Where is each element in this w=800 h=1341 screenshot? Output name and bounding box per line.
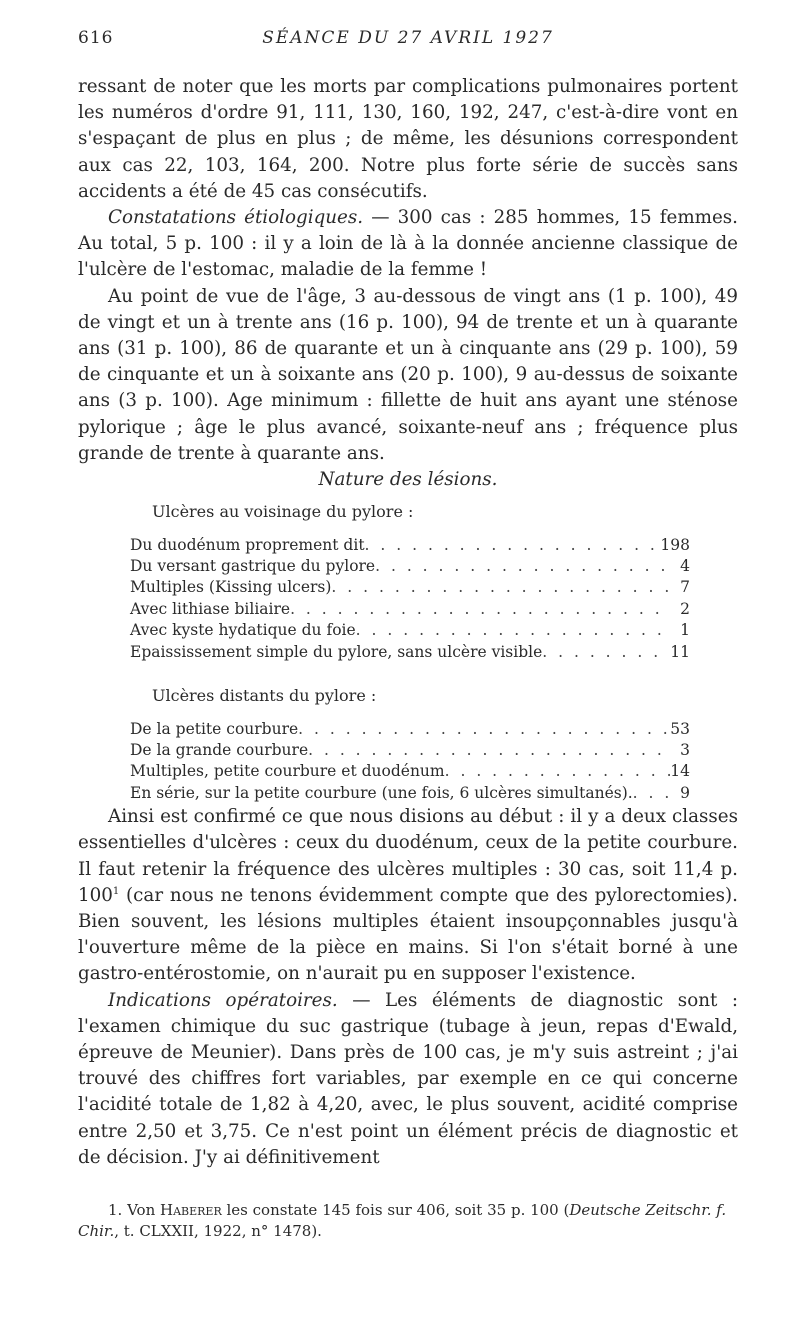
paragraph-conclusion [78, 804, 738, 987]
table-spacer [78, 663, 738, 685]
row-value: 7 [680, 578, 690, 597]
table-row [130, 556, 690, 577]
leader-dots [633, 783, 670, 804]
row-label: Epaississement simple du pylore, sans ulcère visible [130, 642, 543, 661]
row-value: 9 [680, 783, 690, 802]
row-value: 3 [680, 740, 690, 759]
row-label: De la grande courbure [130, 740, 309, 759]
row-label: Du duodénum proprement dit [130, 535, 365, 554]
footnote-text-b: les constate 145 fois sur 406, soit 35 p. 100 ( [221, 1201, 570, 1219]
footnote-ref[interactable]: 1 [112, 885, 120, 897]
row-value: 2 [680, 599, 690, 618]
indications-text: — Les éléments de diagnostic sont : l'examen chimique du suc gastrique (tubage à jeun, repas d'Ewald, épreuve de Meunier). Dans près de 100 cas, je m'y suis astreint ; j'ai trouvé des chiffres fort variables, par exemple en ce qui concerne l'acidité totale de 1,82 à 4,20, avec, le plus souvent, acidité comprise entre 2,50 et 3,75. Ce n'est point un élément précis de diagnostic et de décision. J'y ai définitivement [78, 989, 738, 1168]
footnote-number: 1. [108, 1201, 123, 1219]
row-label: Multiples (Kissing ulcers) [130, 578, 332, 597]
conclusion-text-b: (car nous ne tenons évidemment compte que des pylorectomies). Bien souvent, les lésions multiples étaient insoupçonnables jusqu'à l'ouverture même de la pièce en mains. Si l'on s'était borné à une gastro-entérostomie, on n'aurait pu en supposer l'existence. [78, 884, 738, 985]
footnote-text-c: , t. CLXXII, 1922, n° 1478). [114, 1222, 322, 1240]
leader-dots [298, 719, 670, 740]
row-label: Avec lithiase biliaire [130, 599, 291, 618]
page-number: 616 [78, 28, 114, 48]
row-value: 11 [670, 642, 690, 661]
table-row [130, 761, 690, 782]
row-label: En série, sur la petite courbure (une fois, 6 ulcères simultanés). [130, 783, 633, 802]
leader-dots [308, 740, 670, 761]
row-value: 1 [680, 621, 690, 640]
table-row [130, 719, 690, 740]
etiology-text: — 300 cas : 285 hommes, 15 femmes. Au total, 5 p. 100 : il y a loin de là à la donnée ancienne classique de l'ulcère de l'estomac, maladie de la femme ! [78, 207, 738, 281]
page-header [78, 28, 738, 54]
row-label: De la petite courbure [130, 719, 299, 738]
footnote-journal: Deutsche Zeitschr. f. Chir. [78, 1201, 727, 1240]
table-row [130, 783, 690, 804]
row-value: 53 [670, 719, 690, 738]
footnote-author: Haberer [160, 1201, 222, 1219]
etiology-heading: Constatations étiologiques. [108, 207, 364, 229]
paragraph-intro: ressant de noter que les morts par complications pulmonaires portent les numéros d'ordre 91, 111, 130, 160, 192, 247, c'est-à-dire vont en s'espaçant de plus en plus ; de même, les désunions correspondent aux cas 22, 103, 164, 200. Notre plus forte série de succès sans accidents a été de 45 cas consécutifs. [78, 76, 738, 202]
leader-dots [290, 599, 670, 620]
leader-dots [375, 556, 670, 577]
table-row [130, 535, 690, 556]
indications-heading: Indications opératoires. [108, 989, 338, 1011]
section-title-lesions: Nature des lésions. [318, 469, 498, 491]
row-label: Multiples, petite courbure et duodénum [130, 762, 445, 781]
table-row [130, 620, 690, 641]
table-row [130, 599, 690, 620]
page-body [78, 74, 738, 1171]
paragraph-indications [78, 988, 738, 1171]
leader-dots [445, 761, 670, 782]
leader-dots [356, 620, 670, 641]
group1-title: Ulcères au voisinage du pylore : [152, 502, 414, 522]
footnote-text-a: Von [122, 1201, 160, 1219]
table-row [130, 577, 690, 598]
group2-title: Ulcères distants du pylore : [152, 686, 377, 706]
row-label: Du versant gastrique du pylore [130, 557, 376, 576]
footnote [78, 1200, 738, 1242]
row-value: 4 [680, 557, 690, 576]
conclusion-text-a: Ainsi est confirmé ce que nous disions au début : il y a deux classes essentielles d'ulcères : ceux du duodénum, ceux de la petite courbure. Il faut retenir la fréquence des ulcères multiples : 30 cas, soit 11,4 p. 100 [78, 806, 738, 906]
row-label: Avec kyste hydatique du foie [130, 621, 356, 640]
leader-dots [331, 577, 670, 598]
paragraph-age: Au point de vue de l'âge, 3 au-dessous de vingt ans (1 p. 100), 49 de vingt et un à trente ans (16 p. 100), 94 de trente et un à quarante ans (31 p. 100), 86 de quarante et un à cinquante ans (29 p. 100), 59 de cinquante et un à soixante ans (20 p. 100), 9 au-dessus de soixante ans (3 p. 100). Age minimum : fillette de huit ans ayant une sténose pylorique ; âge le plus avancé, soixante-neuf ans ; fréquence plus grande de trente à quarante ans. [78, 285, 738, 464]
paragraph-etiology [78, 205, 738, 284]
table-row [130, 642, 690, 663]
row-value: 14 [670, 762, 690, 781]
table-row [130, 740, 690, 761]
leader-dots [542, 642, 670, 663]
lesions-table [78, 501, 738, 804]
leader-dots [365, 535, 661, 556]
running-title: SÉANCE DU 27 AVRIL 1927 [262, 28, 554, 48]
row-value: 198 [660, 535, 690, 554]
